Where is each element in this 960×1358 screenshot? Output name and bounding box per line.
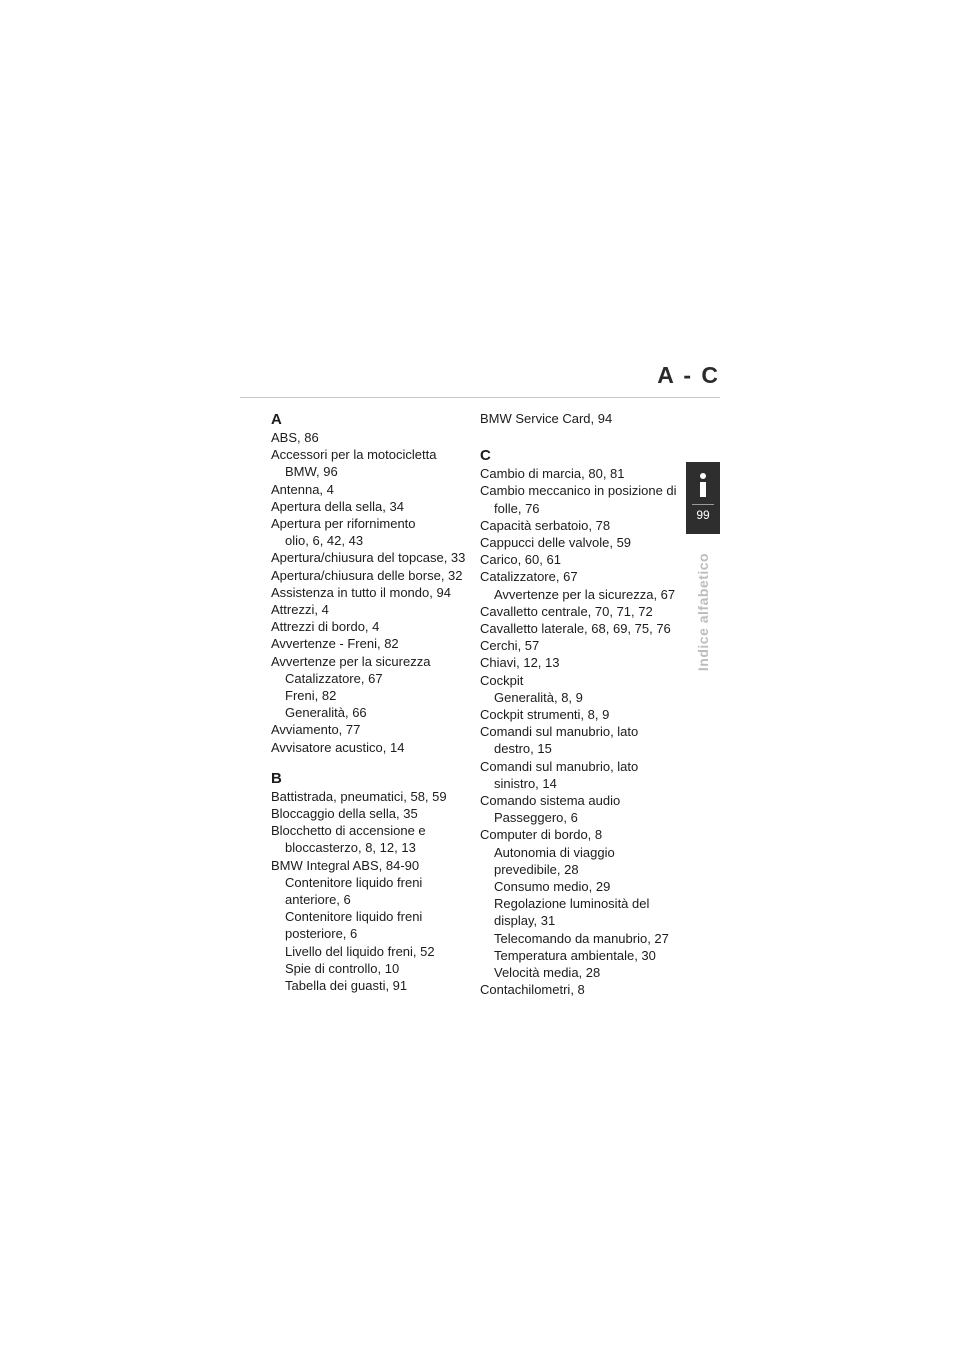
index-subentry: Consumo medio, 29 xyxy=(494,879,611,895)
index-entry: Cockpit strumenti, 8, 9 xyxy=(480,707,610,723)
index-entry: Capacità serbatoio, 78 xyxy=(480,517,611,533)
index-entry: Cambio di marcia, 80, 81 xyxy=(480,466,625,482)
index-subentry: Regolazione luminosità del xyxy=(494,896,650,912)
tab-divider xyxy=(692,504,714,505)
index-entry: Attrezzi di bordo, 4 xyxy=(271,619,380,635)
index-subentry: Autonomia di viaggio xyxy=(494,844,615,860)
index-subentry: Telecomando da manubrio, 27 xyxy=(494,930,669,946)
index-entry: Avviamento, 77 xyxy=(271,722,361,738)
index-entry: Antenna, 4 xyxy=(271,481,334,497)
section-letter-b: B xyxy=(271,769,282,787)
index-subentry: Avvertenze per la sicurezza, 67 xyxy=(494,586,676,602)
index-subentry: Passeggero, 6 xyxy=(494,810,578,826)
index-entry-continuation: folle, 76 xyxy=(494,500,540,516)
index-entry-continuation: BMW, 96 xyxy=(285,464,338,480)
index-entry: Blocchetto di accensione e xyxy=(271,823,426,839)
index-entry: Avvertenze per la sicurezza xyxy=(271,653,431,669)
page-number: 99 xyxy=(696,508,710,522)
index-entry-continuation: display, 31 xyxy=(494,913,556,929)
header-divider xyxy=(240,397,720,398)
index-entry: Cappucci delle valvole, 59 xyxy=(480,535,632,551)
index-entry: Cambio meccanico in posizione di xyxy=(480,483,677,499)
section-side-label: Indice alfabetico xyxy=(695,552,711,672)
index-entry: Accessori per la motocicletta xyxy=(271,447,437,463)
index-subentry: Livello del liquido freni, 52 xyxy=(285,943,435,959)
index-entry: Comandi sul manubrio, lato xyxy=(480,724,639,740)
index-entry: Apertura della sella, 34 xyxy=(271,498,404,514)
index-entry: Chiavi, 12, 13 xyxy=(480,655,560,671)
index-entry: Comandi sul manubrio, lato xyxy=(480,758,639,774)
index-entry: Apertura/chiusura delle borse, 32 xyxy=(271,567,463,583)
section-letter-a: A xyxy=(271,411,282,428)
index-entry: Cavalletto centrale, 70, 71, 72 xyxy=(480,603,653,619)
index-entry: Bloccaggio della sella, 35 xyxy=(271,806,418,822)
index-subentry: Generalità, 8, 9 xyxy=(494,689,583,705)
index-subentry: Temperatura ambientale, 30 xyxy=(494,947,656,963)
index-column-left xyxy=(271,410,481,994)
index-subentry: Freni, 82 xyxy=(285,688,337,704)
index-entry: Avvisatore acustico, 14 xyxy=(271,739,405,755)
index-entry: Contachilometri, 8 xyxy=(480,982,585,998)
index-entry: Comando sistema audio xyxy=(480,793,621,809)
index-entry-continuation: anteriore, 6 xyxy=(285,892,351,908)
index-entry: Battistrada, pneumatici, 58, 59 xyxy=(271,788,447,804)
index-subentry: Contenitore liquido freni xyxy=(285,909,423,925)
index-subentry: Generalità, 66 xyxy=(285,705,367,721)
index-subentry: Contenitore liquido freni xyxy=(285,874,423,890)
index-subentry: Tabella dei guasti, 91 xyxy=(285,978,408,994)
index-entry: Carico, 60, 61 xyxy=(480,552,561,568)
index-subentry: Velocità media, 28 xyxy=(494,965,601,981)
index-entry-continuation: prevedibile, 28 xyxy=(494,861,579,877)
index-entry: Apertura/chiusura del topcase, 33 xyxy=(271,550,466,566)
index-entry-continuation: olio, 6, 42, 43 xyxy=(285,533,364,549)
index-entry: ABS, 86 xyxy=(271,430,319,445)
index-entry: Cavalletto laterale, 68, 69, 75, 76 xyxy=(480,621,671,637)
section-letter-c: C xyxy=(480,447,491,465)
index-entry: Cockpit xyxy=(480,672,524,688)
index-entry-continuation: sinistro, 14 xyxy=(494,775,557,791)
index-subentry: Spie di controllo, 10 xyxy=(285,960,400,976)
index-column-right xyxy=(480,410,690,999)
index-tab xyxy=(686,462,720,534)
index-entry: Avvertenze - Freni, 82 xyxy=(271,636,399,652)
index-entry: Catalizzatore, 67 xyxy=(480,569,578,585)
index-entry-continuation: destro, 15 xyxy=(494,741,552,757)
index-entry: Cerchi, 57 xyxy=(480,638,540,654)
index-entry-continuation: bloccasterzo, 8, 12, 13 xyxy=(285,840,416,856)
index-entry: BMW Integral ABS, 84-90 xyxy=(271,857,420,873)
index-entry: Computer di bordo, 8 xyxy=(480,827,603,843)
index-entry: Apertura per rifornimento xyxy=(271,516,416,532)
index-entry: BMW Service Card, 94 xyxy=(480,411,613,426)
index-entry: Attrezzi, 4 xyxy=(271,602,329,618)
index-entry: Assistenza in tutto il mondo, 94 xyxy=(271,584,451,600)
page-title: A - C xyxy=(657,362,720,388)
index-entry-continuation: posteriore, 6 xyxy=(285,926,358,942)
index-subentry: Catalizzatore, 67 xyxy=(285,670,383,686)
